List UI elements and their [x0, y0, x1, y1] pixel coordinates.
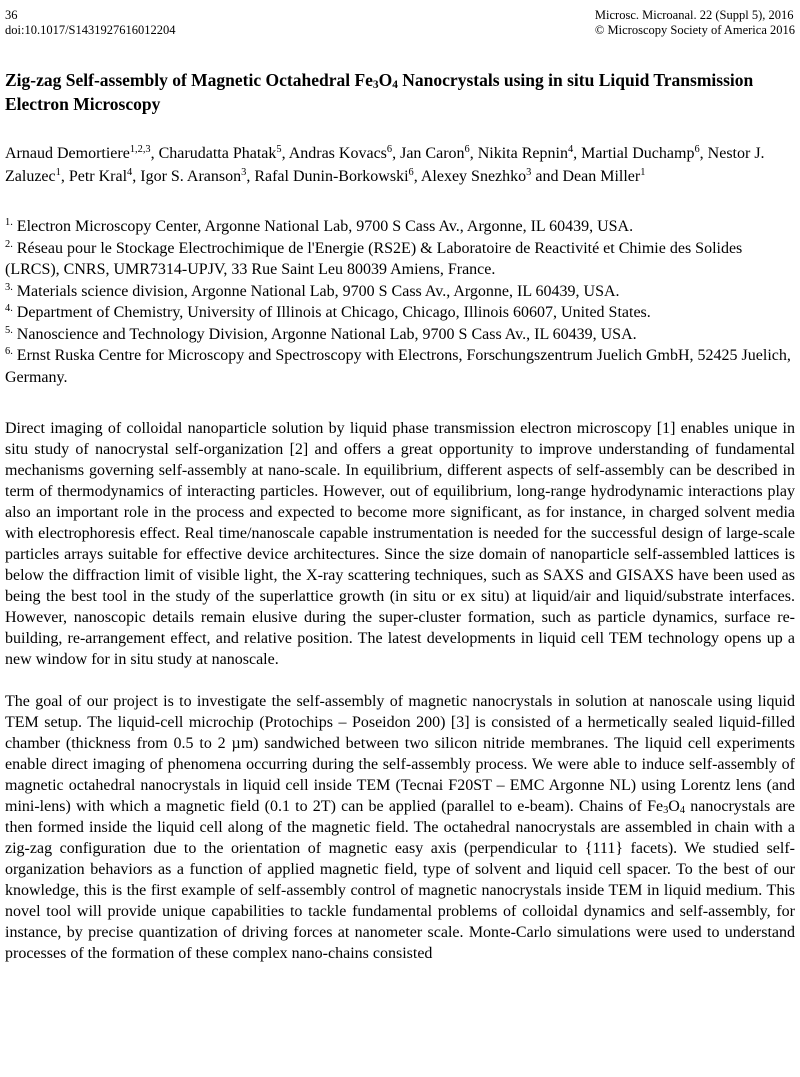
abstract-paragraph-1: Direct imaging of colloidal nanoparticle solution by liquid phase transmission electron microscopy [1] enables unique in situ study of nanocrystal self-organization [2] and offers a great opportunity to improve understanding of fundamental mechanisms governing self-assembly at nano-scale. In equilibrium, different aspects of self-assembly can be described in term of thermodynamics of interacting particles. However, out of equilibrium, long-range hydrodynamic interactions play also an important role in the process and expected to become more significant, as for instance, in charged solvent media with electrophoresis effect. Real time/nanoscale capable instrumentation is needed for the successful design of large-scale particles arrays suitable for effective device architectures. Since the size domain of nanoparticle self-assembled lattices is below the diffraction limit of visible light, the X-ray scattering techniques, such as SAXS and GISAXS have been used as being the best tool in the study of the superlattice growth (in situ or ex situ) at liquid/air and liquid/substrate interfaces. However, nanoscopic details remain elusive during the super-cluster formation, such as particle dynamics, surface re-building, re-arrangement effect, and relative position. The latest developments in liquid cell TEM technology opens up a new window for in situ study at nanoscale. [5, 420, 795, 668]
page-header [5, 8, 795, 38]
affiliation-4: $^{4.}$ Department of Chemistry, University of Illinois at Chicago, Chicago, Illinois 60607, United States. [5, 303, 651, 321]
paper-title: Zig-zag Self-assembly of Magnetic Octahedral $Fe_3O_4$ Nanocrystals using in situ Liquid Transmission Electron Microscopy [5, 70, 754, 114]
affiliation-3: $^{3.}$ Materials science division, Argonne National Lab, 9700 S Cass Av., Argonne, IL 60439, USA. [5, 281, 620, 300]
affiliation-6: $^{6.}$ Ernst Ruska Centre for Microscopy and Spectroscopy with Electrons, Forschungszentrum Juelich GmbH, 52425 Juelich, Germany. [5, 346, 791, 386]
affiliation-1: $^{1.}$ Electron Microscopy Center, Argonne National Lab, 9700 S Cass Av., Argonne, IL 60439, USA. [5, 217, 634, 235]
page-number: 36 [5, 8, 18, 22]
header-left [5, 8, 176, 38]
header-right [595, 8, 795, 38]
affiliation-5: $^{5.}$ Nanoscience and Technology Division, Argonne National Lab, 9700 S Cass Av., IL 60439, USA. [5, 324, 637, 343]
abstract-paragraph-2: The goal of our project is to investigate the self-assembly of magnetic nanocrystals in solution at nanoscale using liquid TEM setup. The liquid-cell microchip (Protochips – Poseidon 200) [3] is consisted of a hermetically sealed liquid-filled chamber (thickness from 0.5 to 2 µm) sandwiched between two silicon nitride membranes. The liquid cell experiments enable direct imaging of phenomena occurring during the self-assembly process. We were able to induce self-assembly of magnetic octahedral nanocrystals in liquid cell inside TEM (Tecnai F20ST – EMC Argonne NL) using Lorentz lens (and mini-lens) with which a magnetic field (0.1 to 2T) can be applied (parallel to e-beam). Chains of $Fe_3O_4$ nanocrystals are then formed inside the liquid cell along of the magnetic field. The octahedral nanocrystals are assembled in chain with a zig-zag configuration due to the orientation of magnetic easy axis (perpendicular to {111} facets). We studied self-organization behaviors as a function of applied magnetic field, type of solvent and liquid cell spacer. To the best of our knowledge, this is the first example of self-assembly control of magnetic nanocrystals inside TEM in liquid medium. This novel tool will provide unique capabilities to tackle fundamental problems of colloidal dynamics and self-assembly, for instance, by precise quantization of driving forces at nanometer scale. Monte-Carlo simulations were used to understand processes of the formation of these complex nano-chains consisted [5, 693, 795, 962]
copyright-notice: © Microscopy Society of America 2016 [594, 23, 795, 37]
journal-citation: Microsc. Microanal. 22 (Suppl 5), 2016 [594, 8, 794, 22]
affiliation-2: $^{2.}$ Réseau pour le Stockage Electrochimique de l'Energie (RS2E) & Laboratoire de Reactivité et Chimie des Solides (LRCS), CNRS, UMR7314-UPJV, 33 Rue Saint Leu 80039 Amiens, France. [5, 238, 743, 278]
doi: doi:10.1017/S1431927616012204 [5, 23, 176, 37]
affiliation-list [5, 216, 795, 388]
author-list: Arnaud Demortiere$^{1,2,3}$, Charudatta Phatak$^5$, Andras Kovacs$^6$, Jan Caron$^6$, Nikita Repnin$^4$, Martial Duchamp$^6$, Nestor J. Zaluzec$^1$, Petr Kral$^4$, Igor S. Aranson$^3$, Rafal Dunin-Borkowski$^6$, Alexey Snezhko$^3$ and Dean Miller$^1$ [5, 144, 765, 185]
